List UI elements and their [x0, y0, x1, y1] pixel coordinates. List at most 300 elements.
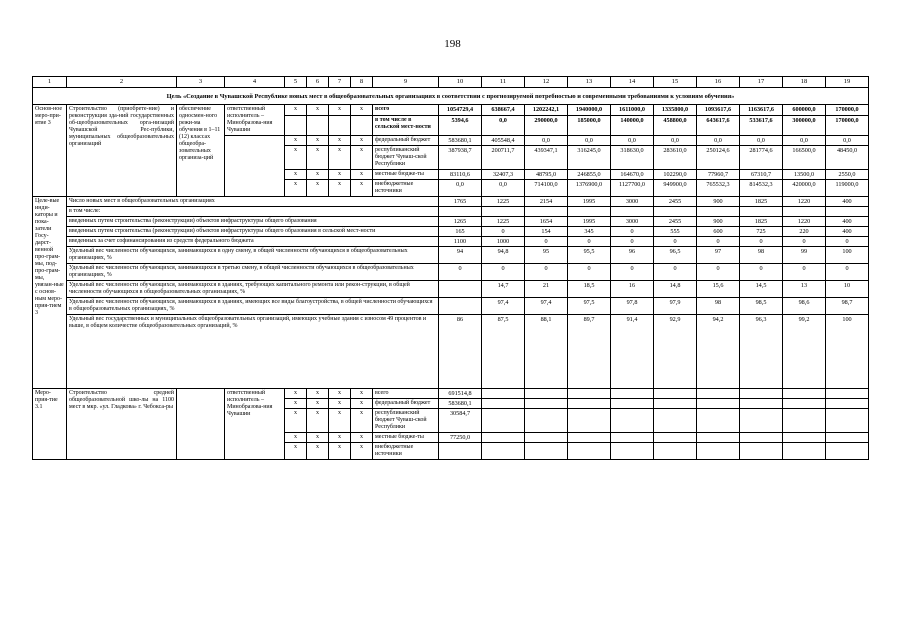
indicator-value: 97 [697, 247, 740, 264]
empty-value-cell [826, 399, 869, 409]
indicator-text: Удельный вес государственных и муниципальных общеобразовательных организаций, имеющих учебные здания с износом 49 процентов и выше, в общем количестве общеобразовательных организаций, % [67, 315, 439, 389]
indicator-text: Удельный вес численности обучающихся, занимающихся в зданиях, имеющих все виды благоустройства, в общей численности обучающихся в общеобразовательных организациях, % [67, 298, 439, 315]
empty-value-cell [611, 409, 654, 433]
header-cell: 2 [67, 77, 177, 88]
code-cell: x [285, 409, 307, 433]
indicator-value: 1220 [783, 217, 826, 227]
event-label: Основ-ное меро-при-ятие 3 [33, 105, 67, 197]
empty-value-cell [697, 433, 740, 443]
goal-row [33, 88, 869, 105]
event-provides: обеспечение односмен-ного режи-ма обучения в 1–11 (12) классах общеобра-зовательных организа-ций [177, 105, 225, 197]
header-cell: 11 [482, 77, 525, 88]
table-body [33, 77, 869, 460]
funding-source: всего [373, 389, 439, 399]
value-cell: 283610,0 [654, 146, 697, 170]
code-cell: x [351, 399, 373, 409]
code-cell: x [285, 170, 307, 180]
indicator-value: 13 [783, 281, 826, 298]
indicator-value: 600 [697, 227, 740, 237]
indicator-value: 96,5 [654, 247, 697, 264]
indicator-value: 15,6 [697, 281, 740, 298]
indicator-value [654, 207, 697, 217]
indicator-value: 86 [439, 315, 482, 389]
code-cell: x [285, 146, 307, 170]
indicator-value: 0 [611, 227, 654, 237]
table-row [33, 217, 869, 227]
empty-value-cell [740, 389, 783, 399]
value-cell: 1093617,6 [697, 105, 740, 116]
value-cell: 290000,0 [525, 116, 568, 136]
event-label: Меро-прия-тие 3.1 [33, 389, 67, 460]
event-name: Строительство средней общеобразовательной шко-лы на 1100 мест в мкр. «ул. Гладкова» г. Чебокса-ры [67, 389, 177, 460]
indicator-value: 21 [525, 281, 568, 298]
funding-source: внебюджетные источники [373, 443, 439, 460]
empty-value-cell [568, 443, 611, 460]
empty-value-cell [654, 409, 697, 433]
indicator-text: Удельный вес численности обучающихся, занимающихся в зданиях, требующих капитального ремонта или рекон-струкции, в общей численности обучающихся в общеобразовательных организациях, % [67, 281, 439, 298]
indicator-value: 0 [654, 264, 697, 281]
indicator-value: 98,6 [783, 298, 826, 315]
goal-text: Цель «Создание в Чувашской Республике новых мест в общеобразовательных организациях в соответствии с прогнозируемой потребностью и современными требованиями к условиям обучения» [33, 88, 869, 105]
targets-label: Целе-вые инди-каторы и пока-затели Госу-дарст-венной про-грам-мы, под-про-грам-мы, увязан-ные с основ-ным меро-прия-тием 3 [33, 197, 67, 389]
empty-value-cell [654, 399, 697, 409]
table-row [33, 315, 869, 389]
value-cell: 318630,0 [611, 146, 654, 170]
value-cell: 1054729,4 [439, 105, 482, 116]
indicator-value: 1000 [482, 237, 525, 247]
event-name: Строительство (приобрете-ние) и реконструкция зда-ний государственных об-щеобразовательных орга-низаций Чувашской Рес-публики, муниципальных общеобразовательных организаций [67, 105, 177, 197]
header-cell: 10 [439, 77, 482, 88]
indicator-value: 1225 [482, 217, 525, 227]
code-cell: x [329, 170, 351, 180]
value-cell: 0,0 [482, 180, 525, 197]
indicator-value: 0 [740, 237, 783, 247]
value-cell: 439347,1 [525, 146, 568, 170]
code-cell: x [307, 409, 329, 433]
code-cell: x [285, 443, 307, 460]
header-cell: 18 [783, 77, 826, 88]
indicator-value: 95 [525, 247, 568, 264]
empty-value-cell [482, 443, 525, 460]
indicator-value: 98,5 [740, 298, 783, 315]
indicator-value: 91,4 [611, 315, 654, 389]
indicator-value: 94,2 [697, 315, 740, 389]
empty-value-cell [654, 433, 697, 443]
code-cell: x [307, 443, 329, 460]
empty-value-cell [525, 409, 568, 433]
code-cell: x [307, 170, 329, 180]
code-cell: x [285, 389, 307, 399]
empty-value-cell [568, 389, 611, 399]
indicator-value: 94,8 [482, 247, 525, 264]
indicator-value: 220 [783, 227, 826, 237]
header-cell: 12 [525, 77, 568, 88]
indicator-value: 99,2 [783, 315, 826, 389]
indicator-value: 900 [697, 217, 740, 227]
value-cell: 814532,3 [740, 180, 783, 197]
empty-value-cell [697, 399, 740, 409]
code-cell: x [307, 105, 329, 116]
indicator-value [783, 207, 826, 217]
code-cell: x [329, 105, 351, 116]
code-cell: x [329, 399, 351, 409]
empty-value-cell [482, 389, 525, 399]
indicator-value [439, 298, 482, 315]
indicator-value [439, 281, 482, 298]
code-cell: x [285, 399, 307, 409]
indicator-text: Удельный вес численности обучающихся, занимающихся в третью смену, в общей численности обучающихся в общеобразовательных организациях, % [67, 264, 439, 281]
indicator-value: 900 [697, 197, 740, 207]
header-cell: 3 [177, 77, 225, 88]
value-cell: 5394,6 [439, 116, 482, 136]
value-cell: 164670,0 [611, 170, 654, 180]
indicator-value: 97,8 [611, 298, 654, 315]
empty-value-cell [525, 433, 568, 443]
empty-value-cell [697, 389, 740, 399]
indicator-value: 98 [697, 298, 740, 315]
indicator-value: 97,9 [654, 298, 697, 315]
value-cell: 316245,0 [568, 146, 611, 170]
value-cell: 119000,0 [826, 180, 869, 197]
empty-value-cell [568, 399, 611, 409]
empty-value-cell [654, 389, 697, 399]
value-cell: 1335800,0 [654, 105, 697, 116]
code-cell: x [285, 433, 307, 443]
indicator-value [482, 207, 525, 217]
value-cell: 48450,0 [826, 146, 869, 170]
value-cell: 714100,0 [525, 180, 568, 197]
code-cell: x [307, 389, 329, 399]
value-cell: 420000,0 [783, 180, 826, 197]
code-cell: x [307, 136, 329, 146]
value-cell: 0,0 [568, 136, 611, 146]
value-cell: 83110,6 [439, 170, 482, 180]
value-cell: 0,0 [740, 136, 783, 146]
indicator-value: 1225 [482, 197, 525, 207]
indicator-value: 92,9 [654, 315, 697, 389]
funding-source: федеральный бюджет [373, 399, 439, 409]
indicator-value [611, 207, 654, 217]
value-cell: 1940000,0 [568, 105, 611, 116]
header-cell: 6 [307, 77, 329, 88]
indicator-value: 96,3 [740, 315, 783, 389]
empty-value-cell [826, 389, 869, 399]
table-row [33, 207, 869, 217]
header-cell: 4 [225, 77, 285, 88]
indicator-value [826, 207, 869, 217]
indicator-value: 97,4 [482, 298, 525, 315]
value-cell: 0,0 [439, 180, 482, 197]
indicator-value: 94 [439, 247, 482, 264]
indicator-value: 14,5 [740, 281, 783, 298]
table-row [33, 389, 869, 399]
value-cell: 691514,8 [439, 389, 482, 399]
empty-value-cell [611, 399, 654, 409]
indicator-value: 400 [826, 217, 869, 227]
code-cell: x [285, 136, 307, 146]
indicator-value: 95,5 [568, 247, 611, 264]
indicator-value: 97,4 [525, 298, 568, 315]
header-cell: 15 [654, 77, 697, 88]
code-cell [285, 116, 307, 136]
header-cell: 13 [568, 77, 611, 88]
value-cell: 583680,1 [439, 399, 482, 409]
value-cell: 102290,0 [654, 170, 697, 180]
indicator-value: 0 [783, 237, 826, 247]
empty-value-cell [525, 399, 568, 409]
code-cell: x [329, 389, 351, 399]
indicator-value [697, 207, 740, 217]
indicator-value [568, 207, 611, 217]
indicator-value: 10 [826, 281, 869, 298]
empty-value-cell [525, 443, 568, 460]
value-cell: 1376900,0 [568, 180, 611, 197]
empty-value-cell [783, 389, 826, 399]
header-row [33, 77, 869, 88]
empty-value-cell [697, 443, 740, 460]
indicator-value: 1265 [439, 217, 482, 227]
indicator-value: 14,7 [482, 281, 525, 298]
indicator-value: 154 [525, 227, 568, 237]
indicator-value: 0 [482, 227, 525, 237]
indicator-value: 1100 [439, 237, 482, 247]
funding-source: республиканский бюджет Чуваш-ской Республики [373, 146, 439, 170]
code-cell [307, 116, 329, 136]
code-cell: x [351, 170, 373, 180]
indicator-value [439, 207, 482, 217]
empty-value-cell [740, 433, 783, 443]
indicator-value: 555 [654, 227, 697, 237]
indicator-value: 3000 [611, 197, 654, 207]
event-executor: ответственный исполнитель – Минобразова-ния Чувашии [225, 105, 285, 136]
indicator-value: 18,5 [568, 281, 611, 298]
indicator-value: 165 [439, 227, 482, 237]
indicator-value: 99 [783, 247, 826, 264]
funding-source: всего [373, 105, 439, 116]
value-cell: 583680,1 [439, 136, 482, 146]
value-cell: 0,0 [654, 136, 697, 146]
value-cell: 600000,0 [783, 105, 826, 116]
indicator-value: 0 [654, 237, 697, 247]
table-row [33, 298, 869, 315]
value-cell: 387938,7 [439, 146, 482, 170]
value-cell: 0,0 [611, 136, 654, 146]
indicator-value: 0 [525, 264, 568, 281]
indicator-text: введенных путем строительства (реконструкции) объектов инфраструктуры общего образования [67, 217, 439, 227]
code-cell: x [351, 433, 373, 443]
indicator-value: 98,7 [826, 298, 869, 315]
table-row [33, 247, 869, 264]
value-cell: 77960,7 [697, 170, 740, 180]
empty-value-cell [826, 443, 869, 460]
empty-value-cell [783, 443, 826, 460]
indicator-value: 0 [611, 237, 654, 247]
value-cell: 1202242,1 [525, 105, 568, 116]
empty-value-cell [783, 399, 826, 409]
indicator-value: 1995 [568, 217, 611, 227]
header-cell: 19 [826, 77, 869, 88]
value-cell: 405548,4 [482, 136, 525, 146]
indicator-value: 97,5 [568, 298, 611, 315]
header-cell: 8 [351, 77, 373, 88]
code-cell: x [307, 146, 329, 170]
value-cell: 643617,6 [697, 116, 740, 136]
empty-value-cell [568, 409, 611, 433]
funding-source: внебюджетные источники [373, 180, 439, 197]
indicator-value: 89,7 [568, 315, 611, 389]
code-cell: x [351, 180, 373, 197]
indicator-value [525, 207, 568, 217]
value-cell: 949900,0 [654, 180, 697, 197]
value-cell: 765532,3 [697, 180, 740, 197]
indicator-value: 87,5 [482, 315, 525, 389]
value-cell: 533617,6 [740, 116, 783, 136]
table-row [33, 197, 869, 207]
value-cell: 67310,7 [740, 170, 783, 180]
indicator-value: 1995 [568, 197, 611, 207]
empty-value-cell [568, 433, 611, 443]
value-cell: 13500,0 [783, 170, 826, 180]
indicator-value: 100 [826, 315, 869, 389]
indicator-value: 96 [611, 247, 654, 264]
code-cell: x [307, 433, 329, 443]
value-cell: 300000,0 [783, 116, 826, 136]
table-row [33, 237, 869, 247]
value-cell: 1163617,6 [740, 105, 783, 116]
funding-source: местные бюдже-ты [373, 433, 439, 443]
funding-source: республиканский бюджет Чуваш-ской Республики [373, 409, 439, 433]
executor-empty [225, 136, 285, 197]
indicator-value: 0 [697, 264, 740, 281]
event-executor: ответственный исполнитель – Минобразова-ния Чувашии [225, 389, 285, 460]
value-cell: 0,0 [783, 136, 826, 146]
value-cell: 200711,7 [482, 146, 525, 170]
code-cell: x [351, 136, 373, 146]
code-cell [329, 116, 351, 136]
code-cell: x [285, 105, 307, 116]
indicator-value: 0 [439, 264, 482, 281]
indicator-value [740, 207, 783, 217]
indicator-value: 16 [611, 281, 654, 298]
indicator-value: 0 [826, 237, 869, 247]
code-cell: x [329, 136, 351, 146]
indicator-value: 1220 [783, 197, 826, 207]
value-cell: 0,0 [826, 136, 869, 146]
indicator-value: 14,8 [654, 281, 697, 298]
table-row [33, 227, 869, 237]
value-cell: 2550,0 [826, 170, 869, 180]
table-row [33, 281, 869, 298]
code-cell: x [307, 399, 329, 409]
value-cell: 638667,4 [482, 105, 525, 116]
code-cell: x [351, 105, 373, 116]
header-cell: 5 [285, 77, 307, 88]
value-cell: 458800,0 [654, 116, 697, 136]
value-cell: 166500,0 [783, 146, 826, 170]
indicator-value: 400 [826, 227, 869, 237]
indicator-value: 0 [568, 264, 611, 281]
empty-value-cell [783, 409, 826, 433]
indicator-value: 725 [740, 227, 783, 237]
value-cell: 77250,0 [439, 433, 482, 443]
empty-value-cell [482, 433, 525, 443]
code-cell: x [329, 409, 351, 433]
table-row [33, 105, 869, 116]
value-cell: 1611000,0 [611, 105, 654, 116]
empty-value-cell [783, 433, 826, 443]
value-cell: 246855,0 [568, 170, 611, 180]
value-cell: 0,0 [525, 136, 568, 146]
empty-value-cell [525, 389, 568, 399]
code-cell: x [329, 146, 351, 170]
indicator-value: 0 [482, 264, 525, 281]
code-cell: x [285, 180, 307, 197]
code-cell: x [351, 389, 373, 399]
indicator-value: 0 [525, 237, 568, 247]
value-cell: 281774,6 [740, 146, 783, 170]
indicator-value: 0 [697, 237, 740, 247]
page-number: 198 [444, 38, 461, 50]
value-cell: 250124,6 [697, 146, 740, 170]
empty-value-cell [740, 443, 783, 460]
funding-source: в том числе в сельской мест-ности [373, 116, 439, 136]
code-cell: x [351, 409, 373, 433]
funding-source: федеральный бюджет [373, 136, 439, 146]
header-cell: 14 [611, 77, 654, 88]
empty-value-cell [740, 399, 783, 409]
indicator-value: 1825 [740, 217, 783, 227]
indicator-value: 2455 [654, 217, 697, 227]
indicator-value: 0 [568, 237, 611, 247]
code-cell: x [329, 433, 351, 443]
header-cell: 16 [697, 77, 740, 88]
empty-value-cell [611, 389, 654, 399]
empty-value-cell [654, 443, 697, 460]
value-cell: 1127700,0 [611, 180, 654, 197]
indicator-value: 1765 [439, 197, 482, 207]
value-cell: 0,0 [697, 136, 740, 146]
value-cell: 170000,0 [826, 105, 869, 116]
header-cell: 7 [329, 77, 351, 88]
value-cell [439, 443, 482, 460]
value-cell: 170000,0 [826, 116, 869, 136]
code-cell: x [329, 443, 351, 460]
code-cell: x [351, 146, 373, 170]
value-cell: 48795,0 [525, 170, 568, 180]
code-cell: x [307, 180, 329, 197]
header-cell: 1 [33, 77, 67, 88]
value-cell: 0,0 [482, 116, 525, 136]
indicator-value: 100 [826, 247, 869, 264]
indicator-value: 0 [611, 264, 654, 281]
event-provides-empty [177, 389, 225, 460]
empty-value-cell [482, 409, 525, 433]
empty-value-cell [482, 399, 525, 409]
empty-value-cell [611, 433, 654, 443]
indicator-value: 1825 [740, 197, 783, 207]
value-cell: 32407,3 [482, 170, 525, 180]
indicator-value: 1654 [525, 217, 568, 227]
empty-value-cell [611, 443, 654, 460]
empty-value-cell [826, 409, 869, 433]
value-cell: 185000,0 [568, 116, 611, 136]
header-cell: 17 [740, 77, 783, 88]
indicator-text: введенных за счет софинансирования из средств федерального бюджета [67, 237, 439, 247]
empty-value-cell [826, 433, 869, 443]
indicator-value: 345 [568, 227, 611, 237]
indicator-value: 0 [740, 264, 783, 281]
table-row [33, 264, 869, 281]
